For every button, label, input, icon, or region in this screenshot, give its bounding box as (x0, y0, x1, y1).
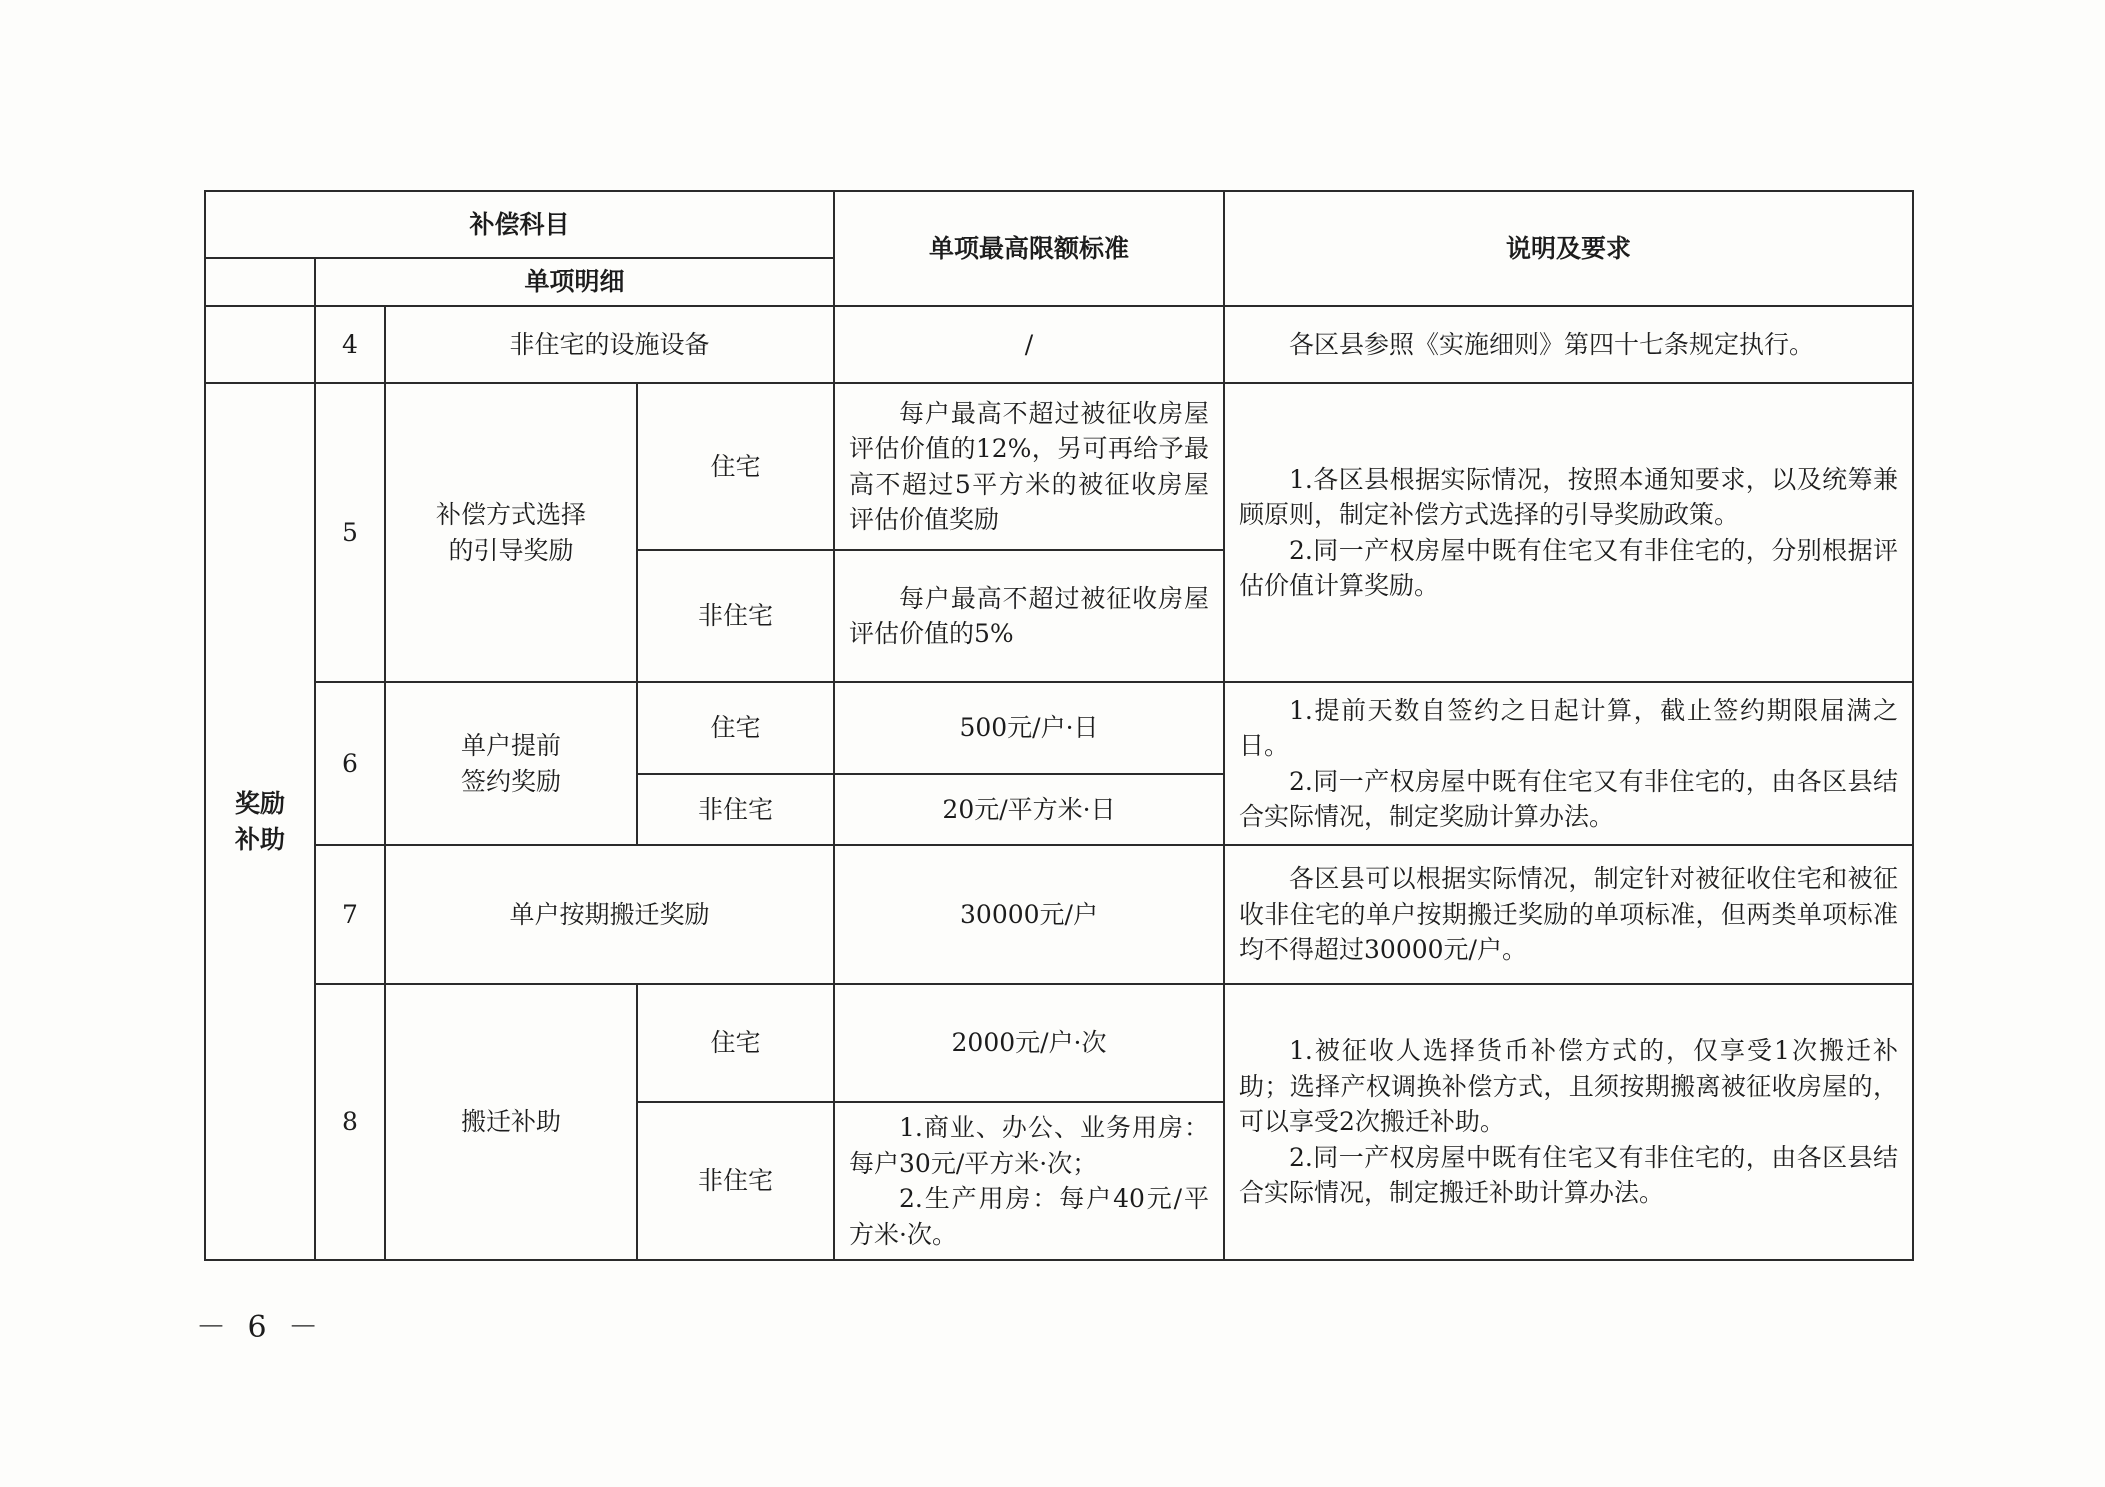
row6-description (1224, 682, 1913, 845)
row7-standard: 30000元/户 (834, 845, 1224, 984)
row5-standard-nonresidential-text: 每户最高不超过被征收房屋评估价值的5% (849, 583, 1210, 648)
header-row (205, 191, 1913, 258)
row8-description-p1: 1.被征收人选择货币补偿方式的，仅享受1次搬迁补助；选择产权调换补偿方式，且须按期搬离被征收房屋的，可以享受2次搬迁补助。 (1239, 1036, 1899, 1137)
row8-standard-nonresidential-p1: 1.商业、办公、业务用房：每户30元/平方米·次； (849, 1113, 1210, 1178)
row4-number: 4 (315, 306, 385, 383)
header-item-detail: 单项明细 (315, 258, 834, 306)
header-description: 说明及要求 (1224, 191, 1913, 306)
row6-item-line1: 单户提前 (460, 731, 561, 760)
row6-type-residential: 住宅 (637, 682, 834, 774)
row8-standard-residential: 2000元/户·次 (834, 984, 1224, 1102)
row8-item: 搬迁补助 (385, 984, 637, 1260)
row6-description-p1: 1.提前天数自签约之日起计算，截止签约期限届满之日。 (1239, 695, 1899, 760)
group-reward-subsidy (205, 383, 315, 1260)
row4-description (1224, 306, 1913, 383)
row5-description (1224, 383, 1913, 682)
row4-item: 非住宅的设施设备 (385, 306, 834, 383)
row7-number: 7 (315, 845, 385, 984)
row5-item-line1: 补偿方式选择 (435, 500, 586, 529)
compensation-standards-table (204, 190, 1914, 1261)
row8-type-residential: 住宅 (637, 984, 834, 1102)
table-row-8-residential (205, 984, 1913, 1102)
row7-description (1224, 845, 1913, 984)
row8-standard-nonresidential (834, 1102, 1224, 1260)
row4-description-text: 各区县参照《实施细则》第四十七条规定执行。 (1289, 329, 1815, 359)
table-row-4 (205, 306, 1913, 383)
row6-item-line2: 签约奖励 (460, 766, 561, 796)
row8-description-p2: 2.同一产权房屋中既有住宅又有非住宅的，由各区县结合实际情况，制定搬迁补助计算办法。 (1239, 1142, 1899, 1208)
row5-description-p1: 1.各区县根据实际情况，按照本通知要求，以及统筹兼顾原则，制定补偿方式选择的引导奖励政策。 (1239, 464, 1899, 529)
row5-number: 5 (315, 383, 385, 682)
row8-description (1224, 984, 1913, 1260)
row5-standard-residential-text: 每户最高不超过被征收房屋评估价值的12%，另可再给予最高不超过5平方米的被征收房屋评估价值奖励 (849, 398, 1210, 534)
row7-description-text: 各区县可以根据实际情况，制定针对被征收住宅和被征收非住宅的单户按期搬迁奖励的单项标准，但两类单项标准均不得超过30000元/户。 (1239, 864, 1899, 965)
group-label-line2: 补助 (234, 824, 285, 854)
row8-standard-nonresidential-p2: 2.生产用房：每户40元/平方米·次。 (849, 1184, 1210, 1249)
row5-type-nonresidential: 非住宅 (637, 550, 834, 682)
row5-type-residential: 住宅 (637, 383, 834, 550)
group-label-line1: 奖励 (234, 789, 285, 818)
row6-number: 6 (315, 682, 385, 845)
header-category: 补偿科目 (205, 191, 834, 258)
row5-item-line2: 的引导奖励 (448, 535, 574, 565)
row5-description-p2: 2.同一产权房屋中既有住宅又有非住宅的，分别根据评估价值计算奖励。 (1239, 535, 1899, 600)
row6-item (385, 682, 637, 845)
row5-item (385, 383, 637, 682)
row6-type-nonresidential: 非住宅 (637, 774, 834, 845)
row8-number: 8 (315, 984, 385, 1260)
row5-standard-nonresidential (834, 550, 1224, 682)
row8-type-nonresidential: 非住宅 (637, 1102, 834, 1260)
row7-item: 单户按期搬迁奖励 (385, 845, 834, 984)
row4-category-empty (205, 306, 315, 383)
table-row-7 (205, 845, 1913, 984)
row4-standard: / (834, 306, 1224, 383)
row6-description-p2: 2.同一产权房屋中既有住宅又有非住宅的，由各区县结合实际情况，制定奖励计算办法。 (1239, 766, 1899, 831)
table-row-5-residential (205, 383, 1913, 550)
page-number: － 6 － (196, 1310, 325, 1345)
row6-standard-nonresidential: 20元/平方米·日 (834, 774, 1224, 845)
table-row-6-residential (205, 682, 1913, 774)
header-spacer (205, 258, 315, 306)
header-standard: 单项最高限额标准 (834, 191, 1224, 306)
row5-standard-residential (834, 383, 1224, 550)
row6-standard-residential: 500元/户·日 (834, 682, 1224, 774)
